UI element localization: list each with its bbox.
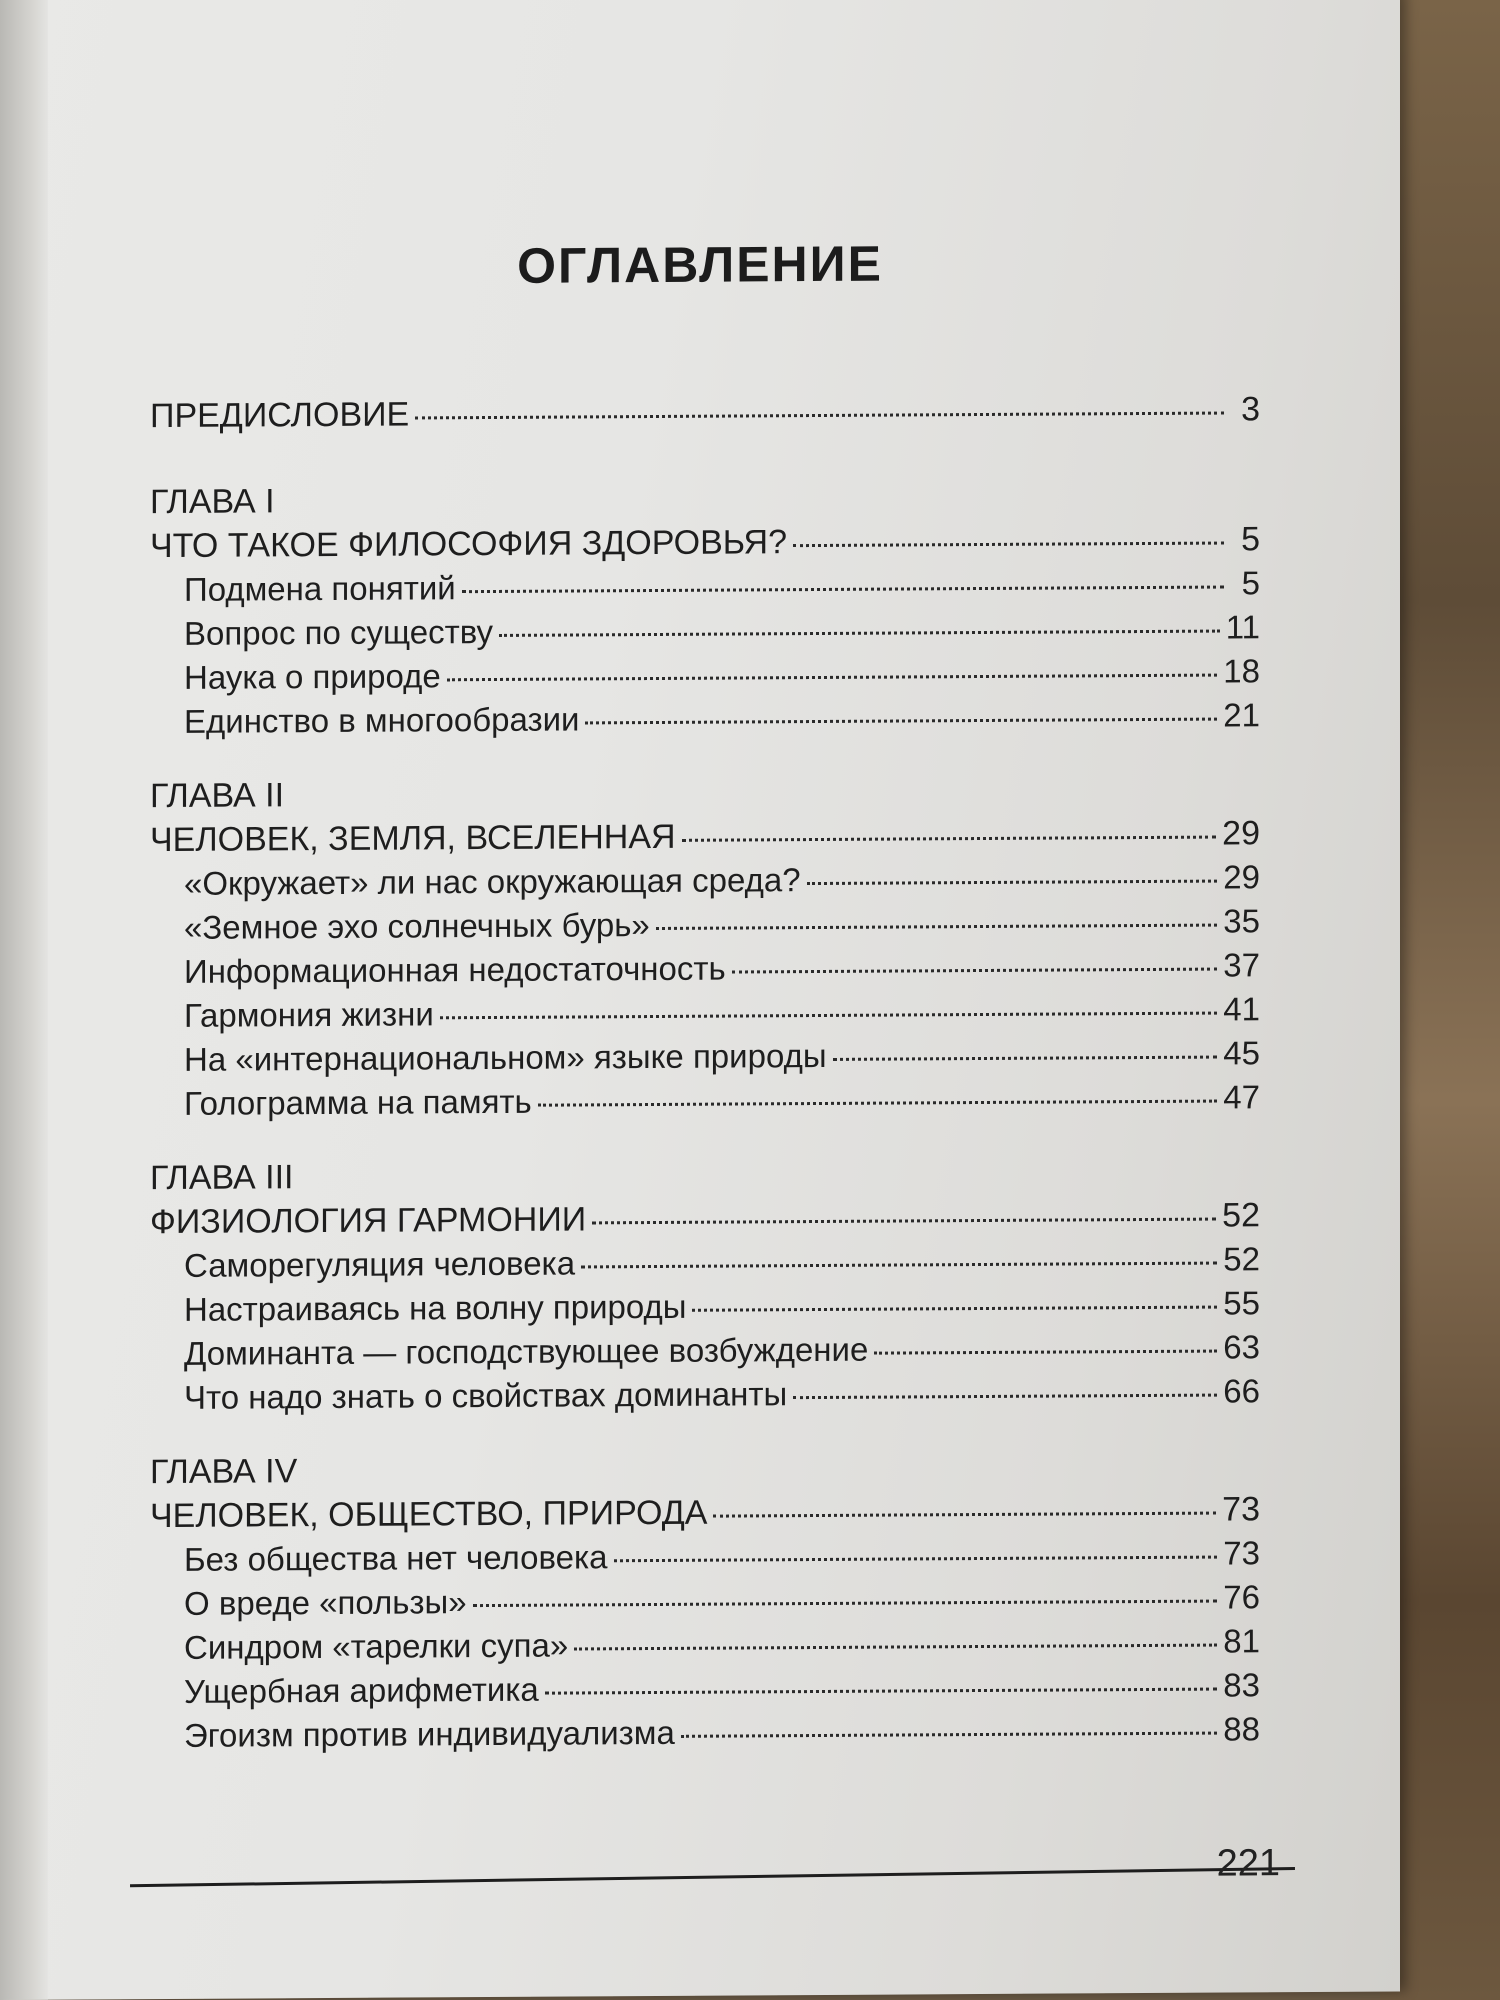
toc-entry	[150, 1237, 1260, 1288]
toc-entry-page: 47	[1223, 1078, 1260, 1116]
toc-entry	[150, 899, 1260, 950]
footer-rule	[130, 1867, 1295, 1887]
toc-entry	[150, 1369, 1260, 1420]
toc-entry	[150, 561, 1260, 612]
dot-leader	[538, 1100, 1218, 1107]
toc-entry-text: Гармония жизни	[184, 995, 434, 1034]
toc-entry	[150, 1031, 1260, 1082]
dot-leader	[793, 1394, 1217, 1400]
toc-entry-page: 52	[1223, 1240, 1260, 1278]
chapter-title: ЧЕЛОВЕК, ЗЕМЛЯ, ВСЕЛЕННАЯ	[150, 817, 676, 860]
dot-leader	[473, 1600, 1218, 1608]
dot-leader	[440, 1012, 1218, 1020]
dot-leader	[462, 586, 1224, 594]
toc-entry-text: Голограмма на память	[184, 1082, 532, 1122]
dot-leader	[692, 1306, 1217, 1312]
toc-entry-page: 11	[1225, 608, 1260, 646]
toc-entry-page: 29	[1223, 858, 1260, 896]
toc-entry-text: ПРЕДИСЛОВИЕ	[150, 395, 410, 436]
toc-entry	[150, 943, 1260, 994]
toc-entry-text: Единство в многообразии	[184, 700, 580, 740]
toc-entry	[150, 1707, 1260, 1758]
toc-entry	[150, 1575, 1260, 1626]
dot-leader	[415, 412, 1224, 420]
toc-entry-text: На «интернациональном» языке природы	[184, 1036, 827, 1078]
dot-leader	[574, 1644, 1217, 1651]
toc-entry-page: 5	[1241, 564, 1260, 602]
toc-entry-text: Настраиваясь на волну природы	[184, 1287, 687, 1328]
dot-leader	[545, 1688, 1217, 1695]
toc-entry-page: 66	[1223, 1372, 1260, 1410]
toc-entry-page: 18	[1223, 652, 1260, 690]
toc-entry-page: 41	[1223, 990, 1260, 1028]
toc-entry	[150, 693, 1260, 744]
toc-entry-text: Доминанта — господствующее возбуждение	[184, 1330, 869, 1372]
dot-leader	[807, 880, 1218, 886]
toc-entry-page: 29	[1222, 814, 1260, 853]
toc-entry-page: 52	[1222, 1196, 1260, 1235]
toc-entry-page: 63	[1223, 1328, 1260, 1366]
dot-leader	[682, 836, 1217, 842]
toc-entry-page: 73	[1223, 1534, 1260, 1572]
page-binding-fold	[0, 0, 48, 2000]
dot-leader	[656, 924, 1217, 930]
toc-entry-text: Информационная недостаточность	[184, 949, 726, 990]
toc-chapter-4	[150, 1443, 1260, 1758]
toc-entry-text: Наука о природе	[184, 657, 441, 696]
chapter-title-line	[150, 1193, 1260, 1244]
toc-entry-text: Саморегуляция человека	[184, 1244, 576, 1284]
toc-entry	[150, 649, 1260, 700]
toc-entry-text: Синдром «тарелки супа»	[184, 1626, 569, 1666]
chapter-label: ГЛАВА I	[150, 482, 275, 522]
toc-entry-page: 73	[1222, 1490, 1260, 1529]
toc-entry-text: Вопрос по существу	[184, 612, 494, 652]
toc-entry-text: Подмена понятий	[184, 569, 456, 608]
toc-entry-text: О вреде «пользы»	[184, 1583, 467, 1622]
toc-entry-page: 55	[1223, 1284, 1260, 1322]
chapter-title-line	[150, 517, 1260, 568]
dot-leader	[585, 718, 1217, 725]
chapter-title-line	[150, 811, 1260, 862]
toc-entry	[150, 1075, 1260, 1126]
toc-entry-page: 45	[1223, 1034, 1260, 1072]
dot-leader	[592, 1218, 1216, 1225]
toc-preface-group	[150, 387, 1260, 438]
dot-leader	[447, 674, 1218, 682]
toc-entry-text: Что надо знать о свойствах доминанты	[184, 1375, 788, 1416]
dot-leader	[581, 1262, 1217, 1269]
dot-leader	[793, 542, 1224, 548]
toc-entry	[150, 1281, 1260, 1332]
table-of-contents	[150, 387, 1260, 1788]
toc-chapter-2	[150, 767, 1260, 1126]
dot-leader	[874, 1350, 1217, 1355]
toc-entry-page: 37	[1223, 946, 1260, 984]
dot-leader	[713, 1512, 1216, 1518]
dot-leader	[681, 1732, 1217, 1738]
toc-entry-text: Ущербная арифметика	[184, 1670, 539, 1710]
toc-entry-page: 3	[1241, 390, 1260, 429]
chapter-title: ЧТО ТАКОЕ ФИЛОСОФИЯ ЗДОРОВЬЯ?	[150, 523, 788, 566]
toc-entry-text: «Окружает» ли нас окружающая среда?	[184, 861, 801, 902]
dot-leader	[732, 968, 1218, 974]
toc-entry	[150, 1663, 1260, 1714]
toc-entry-preface	[150, 387, 1260, 438]
dot-leader	[614, 1556, 1218, 1563]
toc-chapter-1	[150, 473, 1260, 744]
toc-entry-page: 21	[1223, 696, 1260, 734]
page-title: ОГЛАВЛЕНИЕ	[517, 235, 883, 294]
toc-entry	[150, 1619, 1260, 1670]
toc-entry	[150, 987, 1260, 1038]
toc-chapter-3	[150, 1149, 1260, 1420]
toc-entry-page: 88	[1223, 1710, 1260, 1748]
toc-entry	[150, 605, 1260, 656]
chapter-title: ЧЕЛОВЕК, ОБЩЕСТВО, ПРИРОДА	[150, 1493, 708, 1536]
toc-entry-page: 83	[1223, 1666, 1260, 1704]
dot-leader	[499, 630, 1220, 637]
toc-entry-text: Без общества нет человека	[184, 1538, 608, 1578]
toc-entry-page: 5	[1241, 520, 1260, 559]
chapter-title: ФИЗИОЛОГИЯ ГАРМОНИИ	[150, 1200, 587, 1242]
toc-entry	[150, 1531, 1260, 1582]
toc-entry	[150, 855, 1260, 906]
toc-entry-page: 35	[1223, 902, 1260, 940]
page-number: 221	[1216, 1842, 1280, 1885]
toc-entry-text: Эгоизм против индивидуализма	[184, 1713, 675, 1754]
dot-leader	[833, 1056, 1218, 1061]
chapter-label: ГЛАВА III	[150, 1158, 294, 1198]
chapter-label: ГЛАВА II	[150, 776, 285, 816]
toc-entry-text: «Земное эхо солнечных бурь»	[184, 906, 650, 946]
chapter-label: ГЛАВА IV	[150, 1452, 298, 1492]
toc-entry	[150, 1325, 1260, 1376]
chapter-title-line	[150, 1487, 1260, 1538]
toc-entry-page: 76	[1223, 1578, 1260, 1616]
toc-entry-page: 81	[1223, 1622, 1260, 1660]
